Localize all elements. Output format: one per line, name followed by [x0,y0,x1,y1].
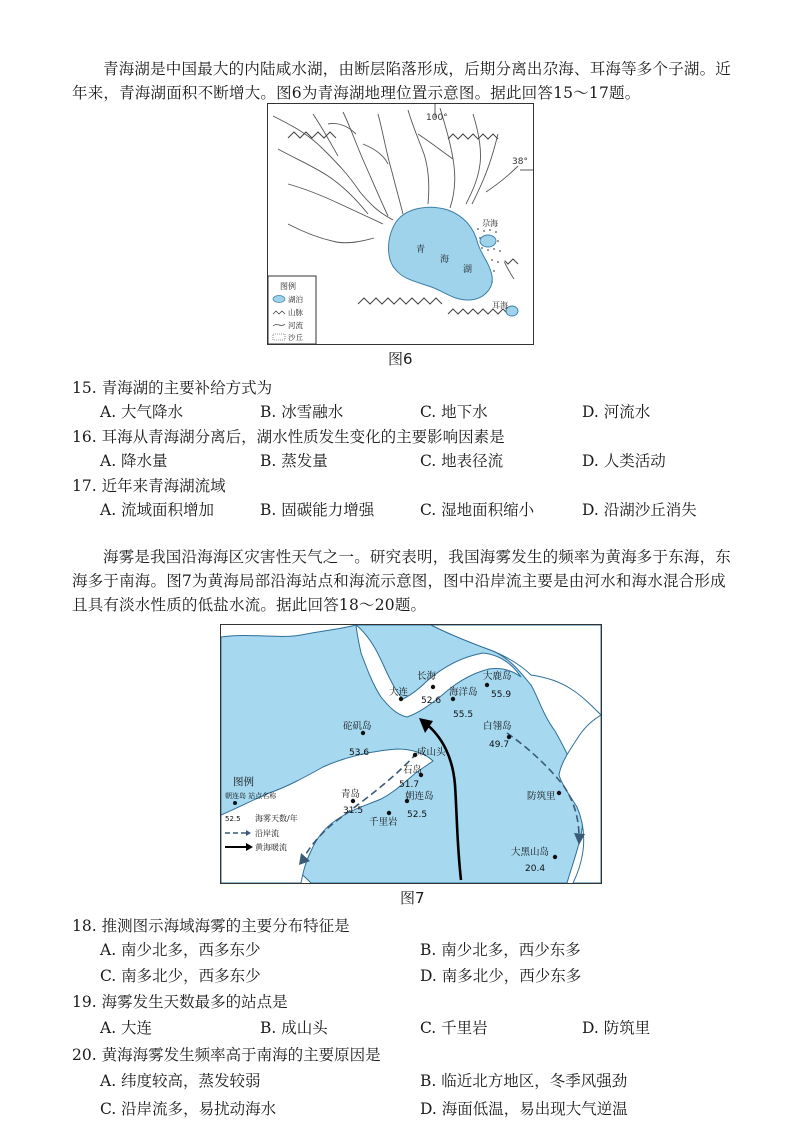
station-dalian: 大连 [389,687,409,698]
station-bailingdao-value: 49.7 [489,740,510,750]
q18-option-d[interactable]: D. 南多北少，西少东多 [420,967,582,985]
station-changhai: 长海 [417,671,437,682]
legend7-station-value: 52.5 [225,815,241,823]
q20-option-a[interactable]: A. 纬度较高，蒸发较弱 [100,1072,261,1090]
station-chaoliandao: 朝连岛 [405,791,434,802]
legend7-warm-current: 黄海暖流 [255,843,287,852]
q20-option-d[interactable]: D. 海面低温，易出现大气逆温 [420,1100,628,1118]
station-haiyangdao-value: 55.5 [453,710,474,720]
legend7-coastal-current: 沿岸流 [255,829,279,838]
figure-6-legend [268,276,316,344]
q18-option-a[interactable]: A. 南少北多，西多东少 [100,941,261,959]
lake-char-1: 青 [416,245,426,255]
q17-stem: 17. 近年来青海湖流域 [72,477,226,495]
station-chengshantou: 成山头 [417,747,446,758]
q19-option-b[interactable]: B. 成山头 [260,1019,328,1037]
legend7-title: 图例 [233,776,254,788]
q16-option-d[interactable]: D. 人类活动 [582,452,666,470]
station-daheishandao-value: 20.4 [525,864,546,874]
q15-option-b[interactable]: B. 冰雪融水 [260,403,344,421]
station-tuojidao-value: 53.6 [349,748,370,758]
station-changhai-value: 52.6 [421,696,442,706]
q20-stem: 20. 黄海海雾发生频率高于南海的主要原因是 [72,1046,381,1064]
q15-option-c[interactable]: C. 地下水 [420,403,488,421]
q19-stem: 19. 海雾发生天数最多的站点是 [72,993,288,1011]
q17-option-c[interactable]: C. 湿地面积缩小 [420,501,535,519]
figure-7-caption: 图7 [400,889,425,907]
q19-option-a[interactable]: A. 大连 [100,1019,153,1037]
station-haiyangdao: 海洋岛 [449,687,478,698]
q15-option-a[interactable]: A. 大气降水 [100,403,184,421]
legend7-station-name: 朝连岛 站点名称 [225,792,277,800]
q18-stem: 18. 推测图示海域海雾的主要分布特征是 [72,917,350,935]
q17-option-b[interactable]: B. 固碳能力增强 [260,501,375,519]
station-qianliyan: 千里岩 [369,817,398,828]
station-bailingdao: 白翎岛 [483,721,512,732]
legend6-lake: 湖泊 [288,295,303,304]
figure-6-map [267,103,534,345]
passage-qinghai-lake: 青海湖是中国最大的内陆咸水湖，由断层陷落形成，后期分离出尕海、耳海等多个子湖。近年来，青海湖面积不断增大。图6为青海湖地理位置示意图。据此回答15～17题。 [72,60,732,102]
q16-option-b[interactable]: B. 蒸发量 [260,452,328,470]
q17-option-a[interactable]: A. 流域面积增加 [100,501,215,519]
station-fangzhuli: 防筑里 [527,791,556,802]
q18-option-b[interactable]: B. 南少北多，西少东多 [420,941,581,959]
figure-7-map [220,624,602,884]
legend6-title: 图例 [280,282,296,291]
q15-stem: 15. 青海湖的主要补给方式为 [72,379,273,397]
q20-option-c[interactable]: C. 沿岸流多，易扰动海水 [100,1100,277,1118]
station-daheishandao: 大黑山岛 [511,847,550,858]
q16-stem: 16. 耳海从青海湖分离后，湖水性质发生变化的主要影响因素是 [72,428,505,446]
station-chaoliandao-value: 52.5 [407,810,428,820]
legend6-dune: 沙丘 [288,333,303,342]
q17-option-d[interactable]: D. 沿湖沙丘消失 [582,501,697,519]
q15-option-d[interactable]: D. 河流水 [582,403,651,421]
q20-option-b[interactable]: B. 临近北方地区，冬季风强劲 [420,1072,628,1090]
q19-option-c[interactable]: C. 千里岩 [420,1019,488,1037]
legend6-river: 河流 [288,321,303,330]
q16-option-a[interactable]: A. 降水量 [100,452,168,470]
latitude-label: 38° [512,157,528,167]
station-qingdao: 青岛 [341,789,361,800]
station-shidao: 石岛 [403,765,423,776]
qinghai-lake-map-svg [268,104,533,344]
passage-sea-fog: 海雾是我国沿海海区灾害性天气之一。研究表明，我国海雾发生的频率为黄海多于东海，东海多于南海。图7为黄海局部沿海站点和海流示意图，图中沿岸流主要是由河水和海水混合形成且具有淡水性质的低盐水流。据此回答18～20题。 [72,548,732,614]
station-qingdao-value: 31.5 [343,806,364,816]
gahai-lake-shape [480,235,496,247]
q18-option-c[interactable]: C. 南多北少，西多东少 [100,967,261,985]
q16-option-c[interactable]: C. 地表径流 [420,452,504,470]
lake-char-3: 湖 [463,265,473,275]
figure-6-caption: 图6 [388,350,413,368]
gahai-label: 尕海 [482,219,498,228]
station-shidao-value: 51.7 [399,780,420,790]
station-daludao: 大鹿岛 [483,671,512,682]
q19-option-d[interactable]: D. 防筑里 [582,1019,651,1037]
yellow-sea-map-svg [221,625,601,883]
legend7-fog-days: 海雾天数/年 [255,814,298,823]
lake-char-2: 海 [440,255,450,265]
station-daludao-value: 55.9 [491,690,512,700]
erhai-label: 耳海 [492,301,508,310]
legend6-mountain: 山脉 [288,308,303,317]
qinghai-lake-shape [389,207,493,300]
longitude-label: 100° [426,113,448,123]
station-tuojidao: 砣矶岛 [343,721,372,732]
